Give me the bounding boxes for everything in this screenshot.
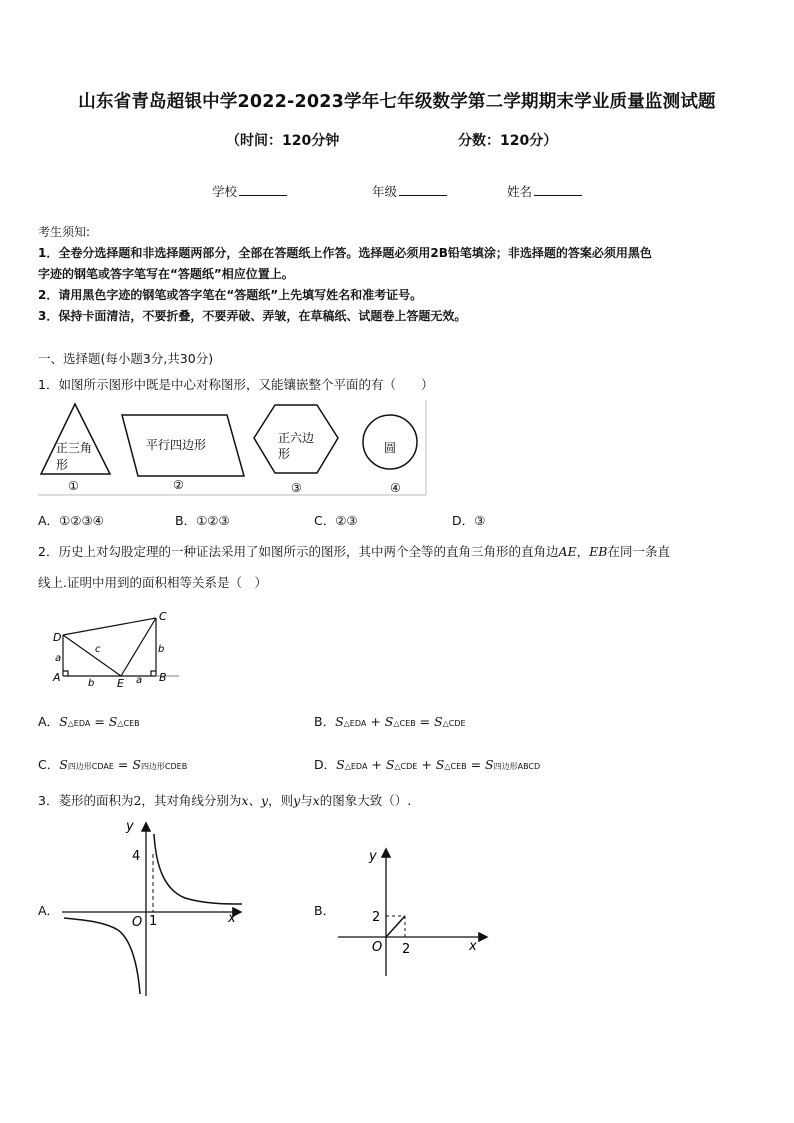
graph-b-x-label: x	[469, 939, 477, 954]
label-E: E	[117, 677, 124, 688]
graph-a-tick-4: 4	[132, 849, 141, 864]
q2-c-s1: S	[59, 757, 68, 772]
graph-a-tick-1: 1	[149, 914, 158, 929]
q3-y: y	[293, 793, 301, 808]
q2-d-sub4: 四边形ABCD	[493, 762, 541, 771]
q2-d-plus2: + S	[417, 757, 445, 772]
notice-block	[38, 222, 652, 327]
q2-stem-text-b: 在同一条直	[607, 544, 670, 559]
q2-d-s1: S	[336, 757, 345, 772]
time-label: （时间：120分钟	[226, 133, 340, 149]
section-heading: 一、选择题(每小题3分,共30分)	[38, 351, 214, 366]
hexagon-number: ③	[291, 481, 302, 495]
circle-number: ④	[390, 481, 401, 495]
q2-option-c[interactable]	[38, 755, 187, 773]
graph-a-curve-q1	[154, 834, 242, 904]
q2-a-sub2: △CEB	[117, 719, 140, 728]
q3-stem-b: ，其对角线分别为	[141, 793, 242, 808]
triangle-label-2: 形	[56, 458, 69, 472]
graph-a-x-label: x	[228, 911, 236, 926]
graph-b-tick-y2: 2	[372, 910, 381, 925]
school-label: 学校	[212, 184, 238, 199]
q2-d-sub2: △CDE	[394, 762, 418, 771]
q1-stem: 1．如图所示图形中既是中心对称图形，又能镶嵌整个平面的有（ ）	[38, 377, 434, 392]
notice-line-2: 2．请用黑色字迹的钢笔或答字笔在“答题纸”上先填写姓名和准考证号。	[38, 288, 423, 302]
graph-b-origin: O	[372, 940, 383, 955]
q3-x: x	[312, 793, 320, 808]
q3-stem-c: ，则	[268, 793, 294, 808]
q2-option-a-prefix: A．	[38, 714, 60, 729]
q3-option-b-label[interactable]: B．	[314, 903, 336, 918]
q3-stem	[38, 791, 411, 809]
page-title: 山东省青岛超银中学2022-2023学年七年级数学第二学期期末学业质量监测试题	[78, 92, 716, 112]
q1-option-a[interactable]: A．①②③④	[38, 513, 104, 528]
notice-line-1b: 字迹的钢笔或答字笔写在“答题纸”相应位置上。	[38, 267, 294, 281]
label-c: c	[95, 644, 101, 655]
segment-DE	[63, 635, 121, 676]
q2-stem-line-1	[38, 542, 670, 560]
q2-b-sub2: △CEB	[393, 719, 416, 728]
q2-d-sub3: △CEB	[444, 762, 467, 771]
parallelogram-number: ②	[173, 478, 184, 492]
q2-b-sub1: △EDA	[343, 719, 367, 728]
right-angle-A	[63, 671, 68, 676]
graph-b-line	[386, 916, 405, 937]
q3-stem-e: 的图象大致（）.	[319, 793, 412, 808]
label-a-bottom: a	[136, 675, 143, 686]
q2-d-sub1: △EDA	[344, 762, 368, 771]
segment-DC	[63, 618, 156, 635]
q2-d-eq: = S	[466, 757, 494, 772]
q3-stem-d: 与	[300, 793, 313, 808]
school-field	[212, 182, 287, 200]
graph-a-origin: O	[132, 915, 143, 930]
notice-line-1: 1．全卷分选择题和非选择题两部分，全部在答题纸上作答。选择题必须用2B铅笔填涂；非选择题的答案必须用黑色	[38, 246, 652, 260]
hexagon-label-1: 正六边	[278, 431, 315, 445]
q2-c-eq: = S	[113, 757, 141, 772]
q1-figure	[38, 400, 428, 498]
q2-stem-text-a: 2．历史上对勾股定理的一种证法采用了如图所示的图形，其中两个全等的直角三角形的直角边	[38, 544, 559, 559]
name-label: 姓名	[507, 184, 533, 199]
label-a-left: a	[55, 653, 62, 664]
graph-b-y-label: y	[369, 849, 377, 864]
q2-option-b-prefix: B．	[314, 714, 336, 729]
school-blank[interactable]	[239, 183, 287, 196]
grade-blank[interactable]	[399, 183, 447, 196]
parallelogram-label: 平行四边形	[146, 438, 207, 452]
grade-label: 年级	[372, 184, 398, 199]
q3-xy: x、y	[241, 793, 269, 808]
notice-heading: 考生须知:	[38, 225, 91, 239]
q3-option-a-label[interactable]: A．	[38, 903, 60, 918]
q2-option-d-prefix: D．	[314, 757, 337, 772]
q2-b-eq: = S	[415, 714, 443, 729]
score-label: 分数：120分）	[458, 133, 558, 149]
q2-option-b[interactable]	[314, 712, 466, 730]
q2-comma: ，	[576, 544, 590, 559]
right-angle-B	[151, 671, 156, 676]
q3-stem-a: 3．菱形的面积为	[38, 793, 134, 808]
graph-a-curve-q3	[64, 918, 140, 994]
name-field	[507, 182, 582, 200]
q2-eb: EB	[589, 544, 608, 559]
q2-option-d[interactable]	[314, 755, 540, 773]
circle-label: 圆	[384, 441, 397, 455]
name-blank[interactable]	[534, 183, 582, 196]
q2-a-s1: S	[59, 714, 68, 729]
q2-figure	[50, 606, 190, 688]
q1-option-c[interactable]: C．②③	[314, 513, 358, 528]
triangle-number: ①	[68, 479, 79, 493]
triangle-label-1: 正三角	[56, 441, 93, 455]
segment-EC	[121, 618, 156, 676]
q2-c-sub2: 四边形CDEB	[140, 762, 188, 771]
label-D: D	[53, 631, 62, 644]
notice-line-3: 3．保持卡面清洁，不要折叠，不要弄破、弄皱，在草稿纸、试题卷上答题无效。	[38, 309, 467, 323]
q1-option-b[interactable]: B．①②③	[175, 513, 230, 528]
grade-field	[372, 182, 447, 200]
graph-a-y-label: y	[126, 819, 134, 834]
label-b-bottom: b	[88, 678, 95, 688]
q3-two: 2	[133, 793, 142, 808]
triangle-shape	[41, 404, 110, 474]
q2-a-eq: = S	[90, 714, 118, 729]
graph-b-tick-x2: 2	[402, 942, 411, 957]
q2-option-a[interactable]	[38, 712, 140, 730]
q3-graph-a	[60, 818, 250, 998]
q2-b-plus: + S	[366, 714, 394, 729]
q2-ae: AE	[558, 544, 577, 559]
q2-c-sub1: 四边形CDAE	[67, 762, 114, 771]
label-B: B	[159, 671, 167, 684]
q2-option-c-prefix: C．	[38, 757, 60, 772]
label-A: A	[53, 671, 61, 684]
q3-graph-b	[336, 840, 496, 980]
label-b-right: b	[158, 644, 165, 655]
label-C: C	[159, 610, 167, 623]
q2-b-s1: S	[335, 714, 344, 729]
q2-a-sub1: △EDA	[67, 719, 91, 728]
q2-stem-line-2: 线上.证明中用到的面积相等关系是（ ）	[38, 575, 267, 590]
q2-b-sub3: △CDE	[442, 719, 466, 728]
hexagon-label-2: 形	[278, 447, 291, 461]
q1-option-d[interactable]: D．③	[452, 513, 486, 528]
q2-d-plus1: + S	[367, 757, 395, 772]
